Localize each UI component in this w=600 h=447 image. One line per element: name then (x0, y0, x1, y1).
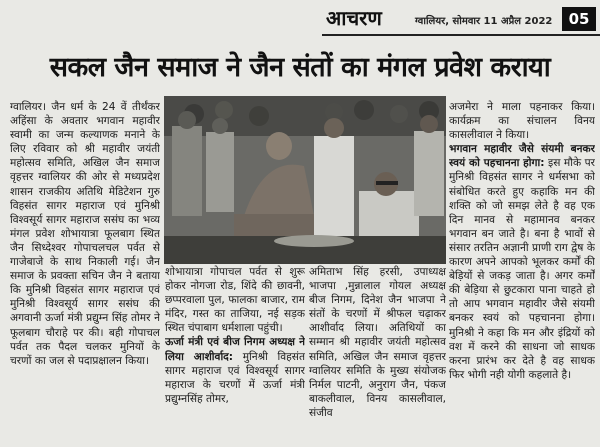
page-number-badge: 05 (562, 7, 596, 31)
column-1-text: ग्वालियर। जैन धर्म के 24 वें तीर्थंकर अहिंसा के अवतार भगवान महावीर स्वामी का जन्म कल्याणक मनाने के लिए रविवार को श्री महावीर जयंती महोत्सव समिति, अखिल जैन समाज वृहत्तर ग्वालियर की ओर से मध्यप्रदेश शासन राजकीय अतिथि मेडिटेशन गुरु विहसंत सागर महाराज एवं मुनिश्री विश्वसूर्य सागर महाराज ससंघ का भव्य मंगल प्रवेश शोभायात्रा फूलबाग स्थित जैन सिध्देश्वर गोपाचलचल पर्वत से गाजेबाजे के साथ निकाली गई। जैन समाज के प्रवक्ता सचिन जैन ने बताया कि मुनिश्री विहसंत सागर महाराज एवं मुनिश्री विश्वसूर्य सागर ससंघ की अगवानी ऊर्जा मंत्री प्रद्युम्न सिंह तोमर ने फूलबाग चौराहे पर की। बही गोपाचल पर्वत तक पैदल चलकर मुनियों के चरणों का जल से पदाप्रक्षालन किया। (10, 101, 160, 367)
article-column-4 (449, 100, 595, 445)
article-column-1 (10, 100, 160, 445)
column-4-text-continued: इस मौके पर मुनिश्री विहसंत सागर ने धर्मसभा को संबोधित करते हुए कहाकि मन की शक्ति को जो समझ लेते है वह एक दिन मानव से महामानव बनकर भगवान बन जाते है। बना है भावों से संसार तरतिन अज्ञानी प्राणी राग द्वेष के कारण अपने आपको भूलकर कर्मों की बेड़ियों से जकड़ जाता है। अगर कर्मों की बेड़िया से छुटकारा पाना चाहते हो तो आप भगवान महावीर जैसे संयमी बनकर स्वयं को पहचानना होगा। मुनिश्री ने कहा कि मन और इंद्रियों को वश में करने की साधना जो साधक करना प्रारंभ कर देते है वह साधक फिर भोगी नही योगी कहलाते है। (449, 157, 595, 381)
article-headline: सकल जैन समाज ने जैन संतों का मंगल प्रवेश कराया (49, 52, 551, 83)
article-column-3 (309, 265, 446, 445)
subheading-self-discipline: भगवान महावीर जैसे संयमी बनकर स्वयं को पहचानना होगा: (449, 143, 595, 170)
photo-illustration-icon (164, 96, 446, 264)
newspaper-brand: आचरण (326, 6, 382, 30)
article-column-2 (165, 265, 305, 445)
column-2-text: शोभायात्रा गोपाचल पर्वत से शुरू होकर नोगजा रोड, शिंदे की छावनी, छप्परवाला पुल, फालका बाजार, राम मंदिर, गस्त का ताजिया, नई सड़क स्थित चंपाबाग धर्मशाला पहुंची। (165, 266, 305, 335)
news-photo (164, 96, 446, 264)
column-2-text-continued: मुनिश्री विहसंत सागर महाराज एवं विश्वसूर्य सागर महाराज के चरणों में ऊर्जा मंत्री प्रद्युम्नसिंह तोमर, (165, 350, 305, 405)
dateline: ग्वालियर, सोमवार 11 अप्रैल 2022 (415, 16, 553, 27)
subheading-minister-blessing: ऊर्जा मंत्री एवं बीज निगम अध्यक्ष ने लिया आशीर्वाद: (165, 336, 305, 363)
column-4-text: अजमेरा ने माला पहनाकर किया। कार्यक्रम का संचालन विनय कासलीवाल ने किया। (449, 101, 595, 142)
column-3-text: अमिताभ सिंह हरसी, उपाध्यक्ष भाजपा ,मुन्नालाल गोयल अध्यक्ष बीज निगम, दिनेश जैन भाजपा ने संतों के चरणों में श्रीफल चढ़ाकर आशीर्वाद लिया। अतिथियों का सम्मान श्री महावीर जयंती महोत्सव समिति, अखिल जैन समाज वृहत्तर ग्वालियर समिति के मुख्य संयोजक निर्मल पाटनी, अनुराग जैन, पंकज बाकलीवाल, विनय कासलीवाल, संजीव (309, 266, 446, 419)
masthead (322, 4, 600, 36)
